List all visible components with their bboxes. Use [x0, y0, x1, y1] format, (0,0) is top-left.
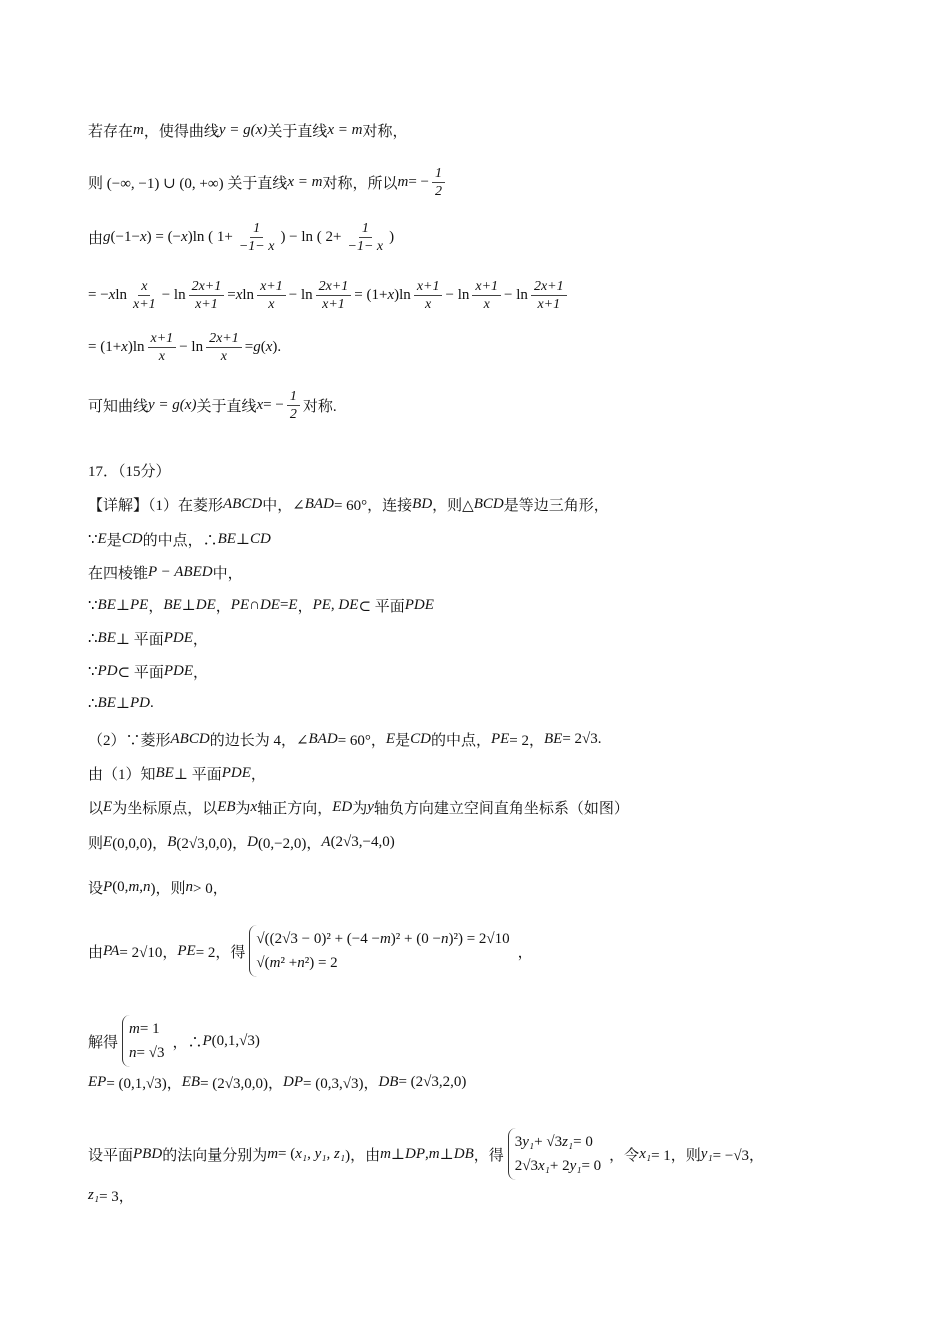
math-symbol: PDE [404, 597, 434, 613]
fraction-denominator: x+1 [322, 297, 345, 312]
text-segment: (0, [112, 879, 129, 895]
math-symbol: x [265, 339, 273, 355]
math-symbol: BE [544, 731, 563, 747]
fraction-denominator: −1− x [238, 239, 275, 254]
fraction [148, 330, 177, 365]
text-segment: + 2 [549, 1158, 570, 1174]
text-segment: 关于直线 [267, 124, 328, 140]
math-symbol: x = m [327, 122, 363, 138]
text-segment: ( [260, 339, 266, 355]
math-symbol: P [103, 879, 113, 895]
math-symbol: BE [97, 597, 116, 613]
fraction-denominator: x [268, 297, 275, 312]
text-segment: − ln [161, 287, 186, 303]
text-segment: 是 [395, 733, 411, 749]
math-symbol: g [253, 339, 261, 355]
math-symbol: BD [412, 496, 433, 512]
math-symbol: x₁ [639, 1145, 652, 1162]
fraction [472, 278, 501, 313]
math-symbol: PBD [133, 1145, 163, 1162]
text-segment: ∵ [88, 532, 98, 548]
math-symbol: m [397, 174, 409, 190]
math-symbol: E [288, 597, 298, 613]
text-segment: 对称，所以 [322, 176, 398, 192]
fraction-denominator: −1− x [347, 239, 384, 254]
text-segment: 的法向量分别为 [162, 1147, 268, 1164]
text-line [88, 388, 337, 423]
math-symbol: P [202, 1032, 212, 1049]
math-symbol: y = g(x) [148, 397, 197, 413]
equation-row [515, 1130, 601, 1154]
math-symbol: BE [163, 597, 182, 613]
fraction-numerator: 2x+1 [206, 330, 242, 348]
text-segment: (2√3,−4,0) [330, 834, 395, 850]
text-segment: 以 [88, 801, 104, 817]
math-symbol: BE [155, 765, 174, 781]
text-segment: √( [256, 955, 270, 971]
math-symbol: PE [177, 942, 196, 959]
text-segment: (−1− [110, 229, 140, 245]
math-symbol: m [269, 955, 281, 971]
text-segment: ， [250, 767, 266, 783]
equation-system [249, 925, 513, 977]
text-segment: 为 [235, 801, 251, 817]
text-segment: 3 [514, 1134, 523, 1150]
math-symbol: x₁ [537, 1158, 550, 1174]
text-segment: 中， [212, 566, 243, 582]
text-segment: = 60°，连接 [333, 498, 413, 514]
text-segment: )²) = 2√10 [448, 931, 510, 947]
text-segment: 2√3 [514, 1158, 538, 1174]
text-segment: ln [242, 287, 255, 303]
equation-system [508, 1128, 605, 1180]
text-segment: 则 [88, 836, 104, 852]
math-symbol: m [428, 1145, 440, 1162]
text-segment: ，使得曲线 [143, 124, 219, 140]
math-symbol: PE [490, 731, 510, 747]
text-segment: ，得 [473, 1147, 504, 1164]
math-symbol: PA [103, 942, 120, 959]
text-segment: ， [193, 665, 209, 681]
fraction-denominator: x [158, 349, 165, 364]
text-segment: = 2， [509, 733, 544, 749]
text-line [88, 694, 154, 713]
fraction-denominator: x+1 [537, 297, 561, 312]
text-segment: = 0 [581, 1158, 602, 1174]
text-segment: = − [263, 397, 284, 413]
math-symbol: y₁ [522, 1134, 535, 1150]
math-symbol: x [250, 799, 258, 815]
text-segment: (0,1,√3) [211, 1032, 260, 1049]
text-segment: ∩ [249, 597, 260, 613]
text-segment: ， [297, 599, 313, 615]
text-segment: 在四棱锥 [88, 566, 149, 582]
text-segment: = 60°， [337, 733, 386, 749]
fraction-numerator: 2x+1 [316, 278, 352, 296]
math-symbol: n [297, 955, 305, 971]
text-segment: = 1，则 [651, 1147, 701, 1164]
math-symbol: DB [453, 1145, 474, 1162]
text-segment: = (2√3,0,0)， [200, 1076, 284, 1092]
text-line [88, 120, 407, 141]
fraction [257, 278, 286, 313]
math-symbol: PDE [163, 630, 193, 646]
text-line [88, 220, 394, 255]
text-line [88, 529, 271, 550]
text-segment: = (1+ [88, 339, 122, 355]
text-segment: ，∴ [172, 1034, 203, 1051]
text-segment: 轴负方向建立空间直角坐标系（如图） [373, 801, 629, 817]
fraction-numerator: x+1 [257, 278, 286, 296]
math-symbol: E [385, 731, 396, 747]
math-symbol: z₁ [562, 1134, 574, 1150]
text-segment: ⊥ 平面 [173, 767, 222, 783]
text-segment: − ln [445, 287, 470, 303]
text-segment: 设平面 [88, 1147, 134, 1164]
math-symbol: DP [283, 1074, 304, 1090]
text-segment: 【详解】（1）在菱形 [88, 498, 224, 514]
text-line [88, 1015, 260, 1067]
math-symbol: E [103, 799, 113, 815]
text-segment: , [425, 1145, 429, 1162]
fraction [236, 220, 278, 255]
text-segment: ⊂ 平面 [117, 665, 164, 681]
fraction [316, 278, 352, 313]
math-symbol: n [185, 879, 194, 895]
math-symbol: BE [97, 630, 116, 646]
text-segment: ， [215, 599, 231, 615]
text-segment: > 0， [193, 881, 228, 897]
text-segment: 若存在 [88, 124, 134, 140]
text-line [88, 1072, 466, 1093]
math-symbol: EP [88, 1074, 107, 1090]
text-segment: ² + [280, 955, 298, 971]
text-line [88, 763, 266, 784]
text-line [88, 330, 281, 365]
text-segment: = 1 [139, 1021, 160, 1037]
text-segment: )，由 [345, 1147, 381, 1164]
text-segment: ∴ [88, 631, 98, 647]
text-segment: 是等边三角形， [503, 498, 609, 514]
math-symbol: DE [195, 597, 216, 613]
math-symbol: m [133, 122, 144, 138]
math-symbol: PDE [221, 765, 251, 781]
math-symbol: m [380, 1145, 391, 1162]
text-line [88, 661, 208, 682]
text-segment: ⊥ [439, 1146, 454, 1163]
math-symbol: BE [217, 531, 236, 547]
math-symbol: ABCD [170, 731, 210, 747]
fraction-numerator: 2x+1 [189, 278, 225, 296]
text-segment: = (0,1,√3)， [106, 1076, 182, 1092]
text-segment: 为坐标原点，以 [112, 801, 218, 817]
math-symbol: PDE [163, 663, 194, 679]
text-segment: √((2√3 − 0)² + (−4 − [256, 931, 380, 947]
math-symbol: PD [129, 695, 150, 711]
fraction-numerator: x+1 [148, 330, 177, 348]
math-symbol: PE, DE [312, 597, 359, 613]
text-segment: )，则 [150, 881, 186, 897]
text-segment: ) [389, 229, 395, 245]
text-segment: 17．（15分） [88, 464, 171, 480]
text-segment: = [279, 597, 289, 613]
math-symbol: x [181, 229, 188, 245]
equation-system [122, 1015, 168, 1067]
text-segment: ，令 [609, 1147, 640, 1164]
text-segment: ⊥ [115, 598, 130, 614]
text-segment: ²) = 2 [304, 955, 338, 971]
math-symbol: BCD [473, 496, 504, 512]
text-segment: 是 [106, 533, 122, 549]
math-symbol: EB [217, 799, 236, 815]
text-segment: = 3， [99, 1189, 134, 1205]
math-symbol: A [321, 834, 331, 850]
text-segment: = [244, 339, 254, 355]
text-line [88, 1185, 134, 1206]
math-symbol: n [129, 1045, 137, 1061]
text-segment: ， [517, 944, 533, 961]
math-symbol: z₁ [88, 1187, 100, 1203]
text-segment: ∵ [88, 664, 98, 680]
math-symbol: PE [230, 597, 250, 613]
math-symbol: PE [129, 597, 149, 613]
text-segment: − ln [504, 287, 528, 303]
text-segment: (0,−2,0)， [257, 836, 322, 852]
fraction-numerator: 1 [359, 220, 372, 238]
text-segment: = 2√10， [119, 944, 178, 961]
text-segment: = (1+ [354, 287, 388, 303]
math-symbol: m [267, 1145, 279, 1162]
text-segment: − ln [179, 339, 204, 355]
text-line [88, 729, 602, 750]
text-segment: 可知曲线 [88, 399, 149, 415]
text-segment: 的边长为 4，∠ [209, 733, 309, 749]
text-segment: (2√3,0,0)， [176, 836, 248, 852]
text-segment: 解得 [88, 1034, 119, 1051]
math-symbol: x [387, 287, 395, 303]
text-segment: 为 [352, 801, 368, 817]
fraction-denominator: 2 [289, 407, 297, 422]
fraction [345, 220, 387, 255]
math-symbol: E [103, 834, 113, 850]
text-segment: = √3 [136, 1045, 165, 1061]
fraction [189, 278, 225, 313]
text-segment: , [139, 879, 144, 895]
text-segment: )² + (0 − [390, 931, 441, 947]
math-symbol: ABCD [223, 496, 263, 512]
text-segment: )ln [127, 339, 145, 355]
text-segment: = (0,3,√3)， [303, 1076, 379, 1092]
text-segment: = 2，得 [195, 944, 246, 961]
math-symbol: DB [378, 1074, 399, 1090]
fraction-denominator: x+1 [195, 297, 218, 312]
text-segment: = − [88, 287, 109, 303]
text-line [88, 562, 243, 583]
math-symbol: DE [259, 597, 280, 613]
math-symbol: m [128, 879, 140, 895]
text-line [88, 877, 228, 898]
fraction [414, 278, 443, 313]
math-symbol: EB [181, 1074, 201, 1090]
math-symbol: n [440, 931, 449, 947]
math-symbol: m [129, 1021, 140, 1037]
text-segment: = (2√3,2,0) [398, 1074, 467, 1090]
math-symbol: m [379, 931, 391, 947]
math-symbol: DP [405, 1145, 426, 1162]
text-segment: = −√3， [712, 1147, 765, 1164]
math-symbol: x [139, 229, 147, 245]
math-symbol: y = g(x) [218, 122, 268, 138]
math-symbol: y [367, 799, 374, 815]
text-segment: 的中点， [430, 733, 491, 749]
equation-row [515, 1154, 601, 1178]
fraction [287, 388, 300, 423]
math-symbol: x [235, 287, 243, 303]
text-line [88, 460, 171, 481]
fraction-numerator: 1 [432, 165, 445, 183]
text-segment: 中，∠ [262, 498, 305, 514]
math-symbol: x₁, y₁, z₁ [295, 1145, 346, 1162]
math-symbol: x [121, 339, 128, 355]
fraction-numerator: x [138, 278, 150, 296]
text-segment: ln [115, 287, 128, 303]
text-segment: ⊥ [390, 1146, 406, 1163]
text-segment: ⊥ [235, 532, 251, 548]
math-symbol: B [167, 834, 177, 850]
fraction [206, 330, 242, 365]
math-symbol: P − ABED [148, 564, 213, 580]
math-symbol: g [103, 229, 111, 245]
fraction-denominator: x [483, 297, 490, 312]
fraction [531, 278, 567, 313]
equation-row [129, 1017, 164, 1041]
text-line [88, 278, 570, 313]
text-segment: ⊥ [115, 696, 130, 712]
math-symbol: n [143, 879, 151, 895]
fraction-denominator: x [220, 349, 228, 364]
text-segment: − ln [288, 287, 313, 303]
text-segment: 的中点，∴ [142, 533, 218, 549]
text-segment: = [227, 287, 236, 303]
text-segment: 由 [88, 231, 104, 247]
math-symbol: BAD [308, 731, 338, 747]
text-segment: = 0 [573, 1134, 593, 1150]
math-symbol: BE [97, 695, 116, 711]
text-segment: + √3 [534, 1134, 563, 1150]
math-symbol: PD [97, 663, 118, 679]
text-segment: 对称. [302, 399, 337, 415]
fraction-numerator: 2x+1 [531, 278, 567, 296]
fraction-numerator: x+1 [472, 278, 501, 296]
text-line [88, 165, 448, 200]
fraction-numerator: 1 [287, 388, 300, 406]
text-segment: ∵ [88, 598, 98, 614]
text-segment: ). [272, 339, 282, 355]
text-segment: ⊂ 平面 [358, 599, 405, 615]
text-segment: 设 [88, 881, 104, 897]
fraction-denominator: x+1 [133, 297, 156, 312]
fraction [130, 278, 159, 313]
text-segment: ， [192, 632, 208, 648]
text-line [88, 797, 629, 818]
text-segment: . [149, 695, 154, 711]
equation-row [256, 951, 509, 975]
text-line [88, 925, 533, 977]
fraction-numerator: 1 [250, 220, 263, 238]
text-segment: 轴正方向， [257, 801, 333, 817]
text-segment: ) = (− [146, 229, 182, 245]
text-segment: = 2√3. [562, 731, 602, 747]
text-line [88, 494, 609, 515]
text-segment: 关于直线 [196, 399, 257, 415]
math-symbol: E [97, 531, 107, 547]
text-segment: ⊥ [181, 598, 196, 614]
text-segment: )ln [394, 287, 411, 303]
math-symbol: CD [250, 531, 271, 547]
text-line [88, 1128, 764, 1180]
text-segment: （2）∵菱形 [88, 733, 171, 749]
math-symbol: x [256, 397, 264, 413]
math-symbol: CD [410, 731, 431, 747]
text-segment: = − [408, 174, 429, 190]
text-segment: 对称， [362, 124, 408, 140]
text-segment: (0,0,0)， [112, 836, 168, 852]
math-symbol: y₁ [569, 1158, 582, 1174]
text-segment: ⊥ 平面 [115, 632, 164, 648]
equation-row [256, 927, 509, 951]
math-symbol: x [108, 287, 116, 303]
text-segment: 由（1）知 [88, 767, 156, 783]
math-symbol: y₁ [700, 1145, 713, 1162]
text-segment: ) − ln ( 2+ [280, 229, 342, 245]
math-symbol: D [247, 834, 258, 850]
text-segment: ，则△ [432, 498, 474, 514]
text-segment: ∴ [88, 696, 98, 712]
text-segment: )ln ( 1+ [187, 229, 233, 245]
text-segment: 则 (−∞, −1) ∪ (0, +∞) 关于直线 [88, 176, 288, 192]
fraction-numerator: x+1 [414, 278, 443, 296]
math-symbol: x = m [287, 174, 323, 190]
fraction-denominator: 2 [434, 184, 442, 199]
text-segment: ， [148, 599, 164, 615]
equation-row [129, 1041, 164, 1065]
text-line [88, 832, 395, 853]
text-line [88, 595, 434, 616]
text-segment: = ( [278, 1145, 296, 1162]
math-symbol: CD [121, 531, 143, 547]
math-symbol: ED [332, 799, 353, 815]
text-segment: 由 [88, 944, 104, 961]
fraction-denominator: x [425, 297, 432, 312]
fraction [432, 165, 445, 200]
text-line [88, 628, 208, 649]
math-symbol: BAD [304, 496, 334, 512]
